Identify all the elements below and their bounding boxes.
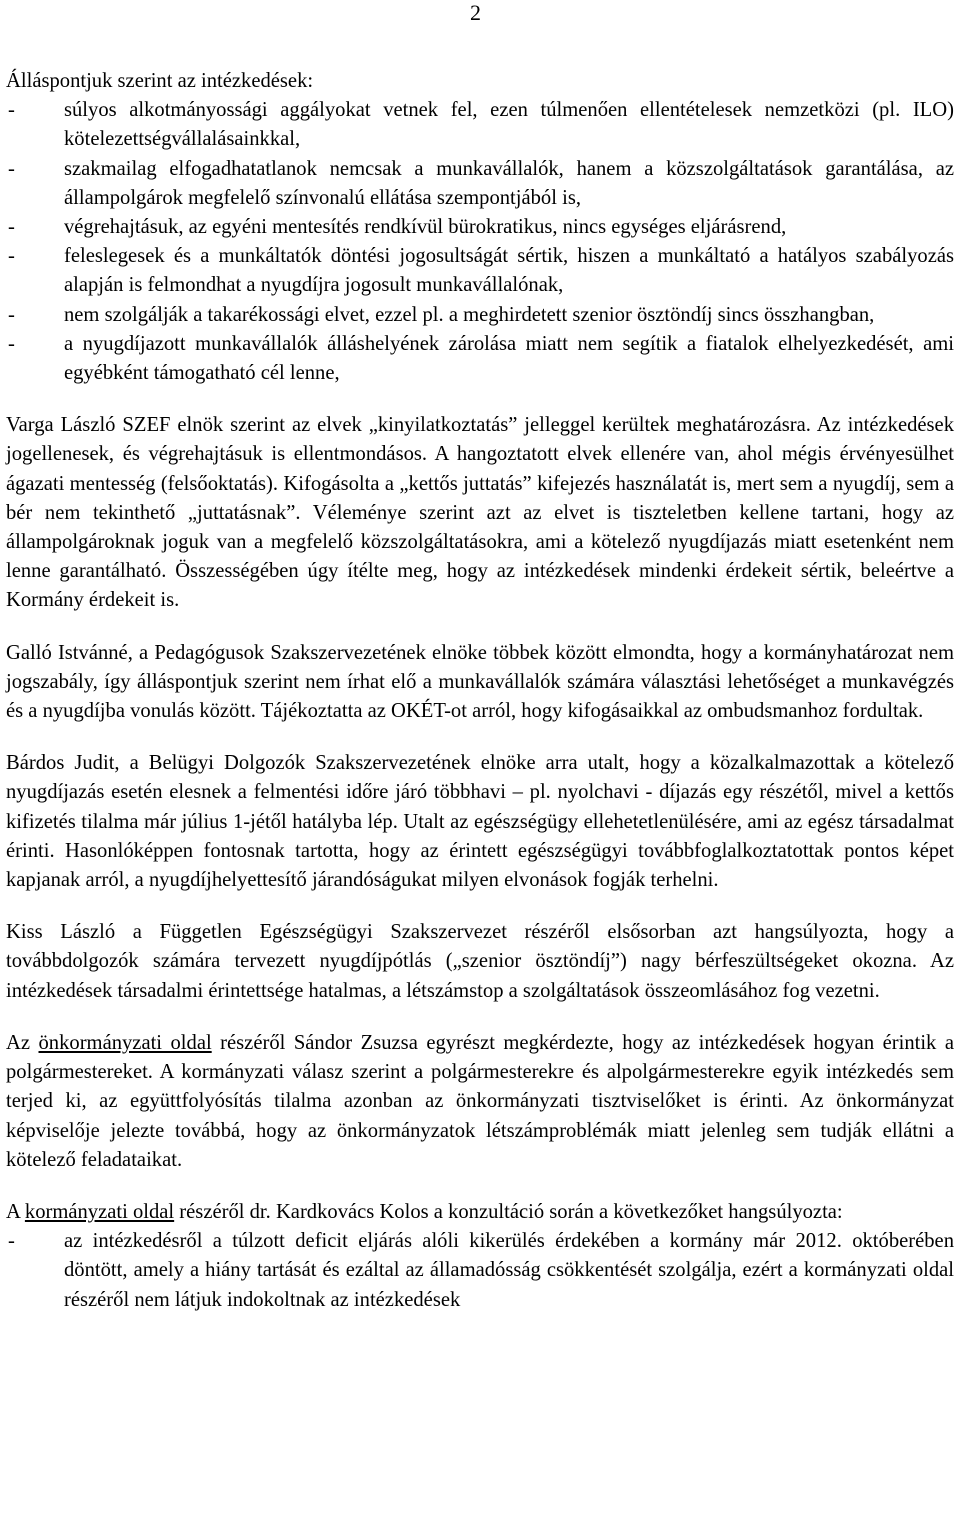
position-list	[6, 96, 954, 388]
list-item: - nem szolgálják a takarékossági elvet, ezzel pl. a meghirdetett szenior ösztöndíj sincs összhangban,	[6, 301, 954, 330]
section-heading: Álláspontjuk szerint az intézkedések:	[6, 70, 314, 92]
underlined-term: kormányzati oldal	[24, 1200, 175, 1223]
page-number: 2	[470, 0, 481, 25]
dash-bullet: -	[8, 1230, 15, 1253]
dash-bullet: -	[8, 332, 15, 355]
section-government	[6, 1198, 954, 1315]
list-item: - végrehajtásuk, az egyéni mentesítés rendkívül bürokratikus, nincs egységes eljárásrend,	[6, 213, 954, 242]
list-item: - az intézkedésről a túlzott deficit eljárás alóli kikerülés érdekében a kormány már 2012. októberében döntött, amely a hiány tartását és ezáltal az államadósság csökkentését szolgálja, ezért a kormányzati oldal részéről nem látjuk indokoltnak az intézkedések	[6, 1227, 954, 1315]
list-item: - feleslegesek és a munkáltatók döntési jogosultságát sértik, hiszen a munkáltató a hatályos szabályozás alapján is felmondhat a nyugdíjra jogosult munkavállalónak,	[6, 242, 954, 300]
list-item: - a nyugdíjazott munkavállalók álláshelyének zárolása miatt nem segítik a fiatalok elhelyezkedését, ami egyébként támogatható cél lenne,	[6, 330, 954, 388]
dash-bullet: -	[8, 216, 15, 239]
paragraph-varga: Varga László SZEF elnök szerint az elvek „kinyilatkoztatás” jelleggel kerültek meghatározásra. Az intézkedések jogellenesek, és végrehajtásuk is ellentmondásos. A hangoztatott elvek ellenére van, ahol mégis érvényesülhet ágazati mentesség (felsőoktatás). Kifogásolta a „kettős juttatás” kifejezés használatát is, mert sem a nyugdíj, sem a bér nem tekinthető „juttatásnak”. Véleménye szerint azt az elvet is tiszteletben kellene tartani, hogy az állampolgároknak joguk van a megfelelő közszolgáltatásokra, ami a kötelező nyugdíjazás miatt esetenként nem lenne garantálható. Összességében úgy ítélte meg, hogy az intézkedések mindenki érdekeit sértik, beleértve a Kormány érdekeit is.	[6, 414, 954, 612]
section-positions	[6, 67, 954, 388]
list-item: - szakmailag elfogadhatatlanok nemcsak a munkavállalók, hanem a közszolgáltatások garantálása, az állampolgárok megfelelő színvonalú ellátása szempontjából is,	[6, 155, 954, 213]
paragraph-government: A kormányzati oldal részéről dr. Kardkovács Kolos a konzultáció során a következőket hangsúlyozta:	[6, 1200, 843, 1223]
dash-bullet: -	[8, 157, 15, 180]
list-item: - súlyos alkotmányossági aggályokat vetnek fel, ezen túlmenően ellentételesek nemzetközi (pl. ILO) kötelezettségvállalásainkkal,	[6, 96, 954, 154]
underlined-term: önkormányzati oldal	[38, 1031, 212, 1054]
dash-bullet: -	[8, 99, 15, 122]
paragraph-gallo: Galló Istvánné, a Pedagógusok Szakszervezetének elnöke többek között elmondta, hogy a kormányhatározat nem jogszabály, így álláspontjuk szerint nem írhat elő a munkavállalók számára választási lehetőséget a munkavégzés és a nyugdíjba vonulás között. Tájékoztatta az OKÉT-ot arról, hogy kifogásaikkal az ombudsmanhoz fordultak.	[6, 641, 954, 723]
paragraph-bardos: Bárdos Judit, a Belügyi Dolgozók Szakszervezetének elnöke arra utalt, hogy a közalkalmazottak a kötelező nyugdíjazás esetén elesnek a felmentési időre járó többhavi – pl. nyolchavi - díjazás egy részétől, mivel a kettős kifizetés tilalma már július 1-jétől hatályba lép. Utalt az egészségügy ellehetetlenülésére, ami az egész társadalmat érinti. Hasonlóképpen fontosnak tartotta, hogy az érintett egészségügyi továbbfoglalkoztatottak pontos képet kapjanak arról, a nyugdíjhelyettesítő járandóságukat milyen elvonások fogják terhelni.	[6, 752, 954, 892]
government-list	[6, 1227, 954, 1315]
paragraph-kiss: Kiss László a Független Egészségügyi Szakszervezet részéről elsősorban azt hangsúlyozta, hogy a továbbdolgozók számára tervezett nyugdíjpótlás („szenior ösztöndíj”) nagy bérfeszültségeket okozna. Az intézkedések társadalmi érintettsége hatalmas, a létszámstop a szolgáltatások összeomlásához fog vezetni.	[6, 921, 954, 1002]
dash-bullet: -	[8, 245, 15, 268]
dash-bullet: -	[8, 303, 15, 326]
paragraph-municipal: Az önkormányzati oldal részéről Sándor Zsuzsa egyrészt megkérdezte, hogy az intézkedések hogyan érintik a polgármestereket. A kormányzati válasz szerint a polgármesterekre és alpolgármesterekre egyik intézkedés sem terjed ki, az együttfolyósítás tilalma azonban az önkormányzati tisztviselőket is érinti. Az önkormányzat képviselője jelezte továbbá, hogy az önkormányzatok létszámproblémák miatt jelenleg sem tudják ellátni a kötelező feladataikat.	[6, 1031, 954, 1171]
